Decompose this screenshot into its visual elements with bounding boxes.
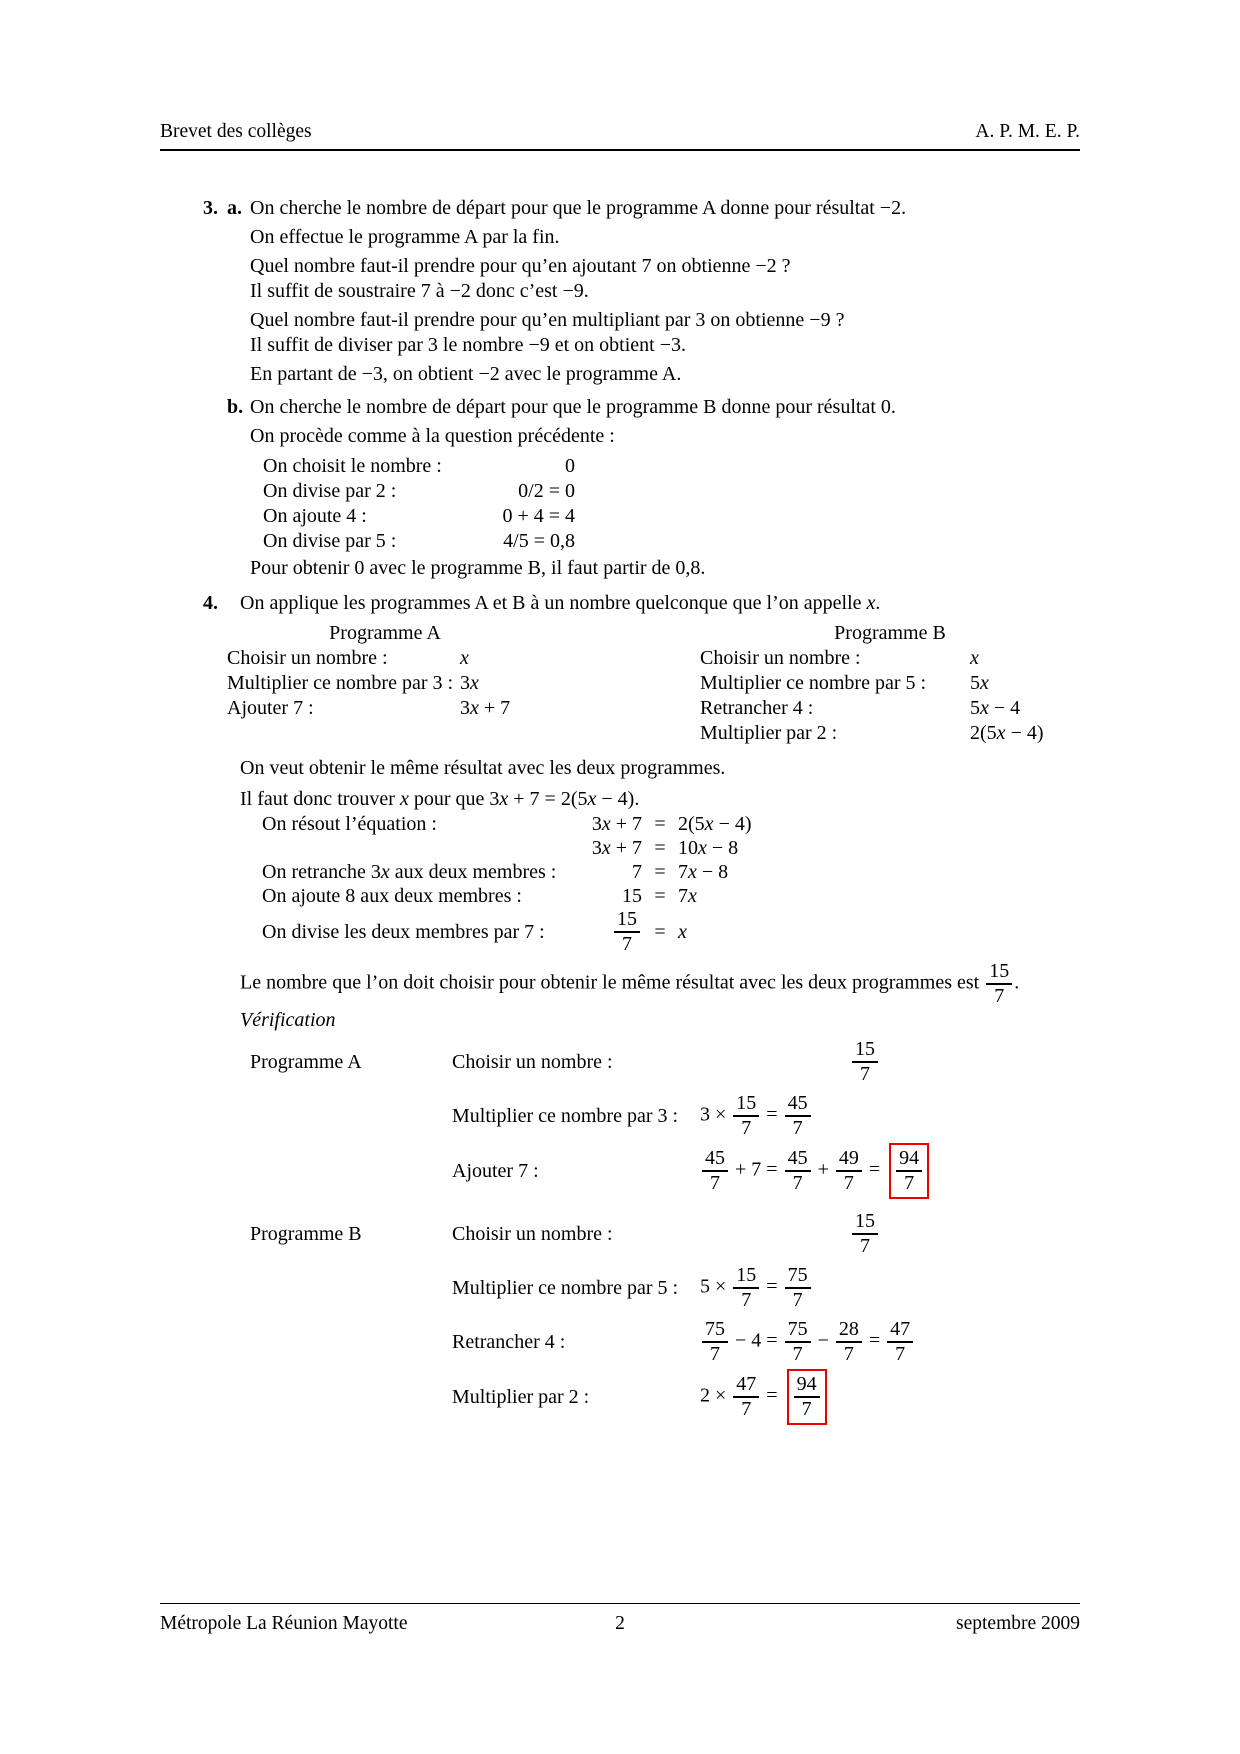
step-row	[263, 529, 575, 554]
item4-intro: On applique les programmes A et B à un nombre quelconque que l’on appelle x.	[240, 592, 881, 614]
program-row-value: x	[970, 647, 979, 669]
sub-item-label: b.	[227, 396, 244, 418]
action-label: Multiplier ce nombre par 5 :	[452, 1276, 679, 1299]
equation-rhs: 10x − 8	[678, 837, 739, 859]
equation-label: On ajoute 8 aux deux membres :	[262, 885, 522, 907]
step-row	[263, 504, 575, 529]
equation-row	[262, 860, 1080, 884]
equation-rhs: 7x − 8	[678, 861, 729, 883]
solution-line: Quel nombre faut-il prendre pour qu’en ajoutant 7 on obtienne −2 ?	[250, 255, 791, 277]
page-footer	[160, 1613, 1080, 1635]
program-row	[227, 646, 543, 671]
solution-line: On cherche le nombre de départ pour que le programme B donne pour résultat 0.	[250, 396, 896, 418]
calculation: 2 × $\frac{47}{7}$ = $\frac{94}{7}$	[700, 1369, 1080, 1425]
equation-rhs: 2(5x − 4)	[678, 813, 752, 835]
step-label: On ajoute 4 :	[263, 505, 367, 527]
footer-rule	[160, 1603, 1080, 1604]
calculation: $\frac{15}{7}$	[700, 1038, 1080, 1086]
solution-line: Il suffit de soustraire 7 à −2 donc c’est −9.	[250, 280, 589, 302]
verification-row	[250, 1035, 1080, 1089]
program-row	[227, 696, 543, 721]
verification-row	[250, 1089, 1080, 1143]
exercise-4	[160, 591, 1080, 1425]
verification-row	[250, 1207, 1080, 1261]
equation-row	[262, 908, 1080, 956]
program-row-value: 2(5x − 4)	[970, 722, 1044, 744]
action-label: Choisir un nombre :	[452, 1050, 613, 1073]
step-label: On divise par 2 :	[263, 480, 397, 502]
calculation: 3 × $\frac{15}{7}$ = $\frac{45}{7}$	[700, 1092, 1080, 1140]
step-row	[263, 479, 575, 504]
program-tables	[227, 621, 1080, 746]
equals-sign: =	[654, 837, 666, 859]
program-name: Programme A	[250, 1050, 362, 1073]
step-label: On divise par 5 :	[263, 530, 397, 552]
program-row	[700, 671, 1080, 696]
program-b-title: Programme B	[834, 622, 946, 644]
exercise-4-content	[227, 591, 1080, 1425]
header-right-text: A. P. M. E. P.	[975, 121, 1080, 142]
program-b-table	[700, 621, 1080, 746]
solution-line: Il suffit de diviser par 3 le nombre −9 et on obtient −3.	[250, 334, 686, 356]
equation-row	[262, 836, 1080, 860]
solution-line: Quel nombre faut-il prendre pour qu’en multipliant par 3 on obtienne −9 ?	[250, 309, 845, 331]
program-row-label: Multiplier par 2 :	[700, 722, 838, 744]
same-result-line: On veut obtenir le même résultat avec les deux programmes.	[240, 757, 726, 779]
program-row	[700, 721, 1080, 746]
step-label: On choisit le nombre :	[263, 455, 442, 477]
step-conclusion: Pour obtenir 0 avec le programme B, il faut partir de 0,8.	[250, 557, 706, 579]
calculation: 5 × $\frac{15}{7}$ = $\frac{75}{7}$	[700, 1264, 1080, 1312]
equation-lhs: 7	[632, 861, 642, 883]
program-row-label: Ajouter 7 :	[227, 697, 314, 719]
program-name: Programme B	[250, 1222, 362, 1245]
equals-sign: =	[654, 921, 666, 943]
footer-right-text: septembre 2009	[956, 1613, 1081, 1634]
verification-table-a	[240, 1035, 1080, 1199]
action-label: Retrancher 4 :	[452, 1330, 566, 1353]
program-row-label: Choisir un nombre :	[227, 647, 388, 669]
program-row-label: Choisir un nombre :	[700, 647, 861, 669]
program-row-label: Retrancher 4 :	[700, 697, 814, 719]
equals-sign: =	[654, 861, 666, 883]
verification-table-b	[240, 1207, 1080, 1425]
verification-row	[250, 1261, 1080, 1315]
verification-row	[250, 1315, 1080, 1369]
calculation: $\frac{45}{7}$ + 7 = $\frac{45}{7}$ + $\frac{49}{7}$ = $\frac{94}{7}$	[700, 1143, 1080, 1199]
equals-sign: =	[654, 885, 666, 907]
step-value: 0/2 = 0	[518, 480, 575, 502]
page-header	[160, 121, 1080, 143]
action-label: Choisir un nombre :	[452, 1222, 613, 1245]
exercise-3-content	[227, 196, 1080, 581]
result-line: Le nombre que l’on doit choisir pour obtenir le même résultat avec les deux programmes est $\frac{15}{7}$ .	[240, 960, 1020, 1007]
equation-row	[262, 812, 1080, 836]
program-row-label: Multiplier ce nombre par 5 :	[700, 672, 927, 694]
step-value: 0	[565, 455, 575, 477]
equation-row	[262, 884, 1080, 908]
equation-lhs: 3x + 7	[591, 837, 642, 859]
program-row-label: Multiplier ce nombre par 3 :	[227, 672, 454, 694]
footer-left-text: Métropole La Réunion Mayotte	[160, 1613, 408, 1634]
item-number: 3.	[203, 197, 218, 219]
equation-label: On résout l’équation :	[262, 813, 437, 835]
step-row	[263, 454, 575, 479]
document-body	[160, 196, 1080, 1425]
footer-page-number: 2	[615, 1613, 625, 1634]
program-row	[700, 696, 1080, 721]
program-row-value: 5x − 4	[970, 697, 1021, 719]
program-row-value: x	[460, 647, 469, 669]
equation-lhs: $\frac{15}{7}$	[582, 908, 642, 956]
verification-row	[250, 1143, 1080, 1199]
sub-item-a-body	[250, 196, 1080, 387]
exercise-3	[160, 196, 1080, 581]
equation-lhs: 3x + 7	[591, 813, 642, 835]
calculation: $\frac{15}{7}$	[700, 1210, 1080, 1258]
program-row	[227, 671, 543, 696]
solution-line: On effectue le programme A par la fin.	[250, 226, 560, 248]
program-row	[700, 646, 1080, 671]
step-value: 4/5 = 0,8	[503, 530, 575, 552]
solution-line: On cherche le nombre de départ pour que le programme A donne pour résultat −2.	[250, 197, 907, 219]
sub-item-a	[227, 196, 1080, 387]
program-row-value: 5x	[970, 672, 989, 694]
equations-block	[262, 812, 1080, 956]
method-steps	[263, 454, 575, 554]
action-label: Ajouter 7 :	[452, 1159, 539, 1182]
solution-line: On procède comme à la question précédente :	[250, 425, 615, 447]
verification-title: Vérification	[240, 1009, 336, 1031]
action-label: Multiplier par 2 :	[452, 1385, 590, 1408]
equation-to-solve-line: Il faut donc trouver x pour que 3x + 7 = 2(5x − 4).	[240, 788, 640, 810]
equation-rhs: 7x	[678, 885, 697, 907]
sub-item-label: a.	[227, 197, 242, 219]
sub-item-b	[227, 395, 1080, 581]
equation-lhs: 15	[622, 885, 642, 907]
solution-line: En partant de −3, on obtient −2 avec le programme A.	[250, 363, 682, 385]
program-a-table	[227, 621, 543, 746]
action-label: Multiplier ce nombre par 3 :	[452, 1104, 679, 1127]
verification-row	[250, 1369, 1080, 1425]
equation-rhs: x	[678, 921, 687, 943]
header-rule	[160, 149, 1080, 151]
program-row-value: 3x + 7	[460, 697, 511, 719]
calculation: $\frac{75}{7}$ − 4 = $\frac{75}{7}$ − $\frac{28}{7}$ = $\frac{47}{7}$	[700, 1318, 1080, 1366]
sub-item-b-body	[250, 395, 1080, 581]
step-value: 0 + 4 = 4	[502, 505, 575, 527]
program-a-title: Programme A	[329, 622, 441, 644]
equals-sign: =	[654, 813, 666, 835]
equation-label: On divise les deux membres par 7 :	[262, 921, 545, 943]
item-number: 4.	[203, 592, 218, 614]
equation-label: On retranche 3x aux deux membres :	[262, 861, 557, 883]
header-left-text: Brevet des collèges	[160, 121, 312, 142]
program-row-value: 3x	[460, 672, 479, 694]
